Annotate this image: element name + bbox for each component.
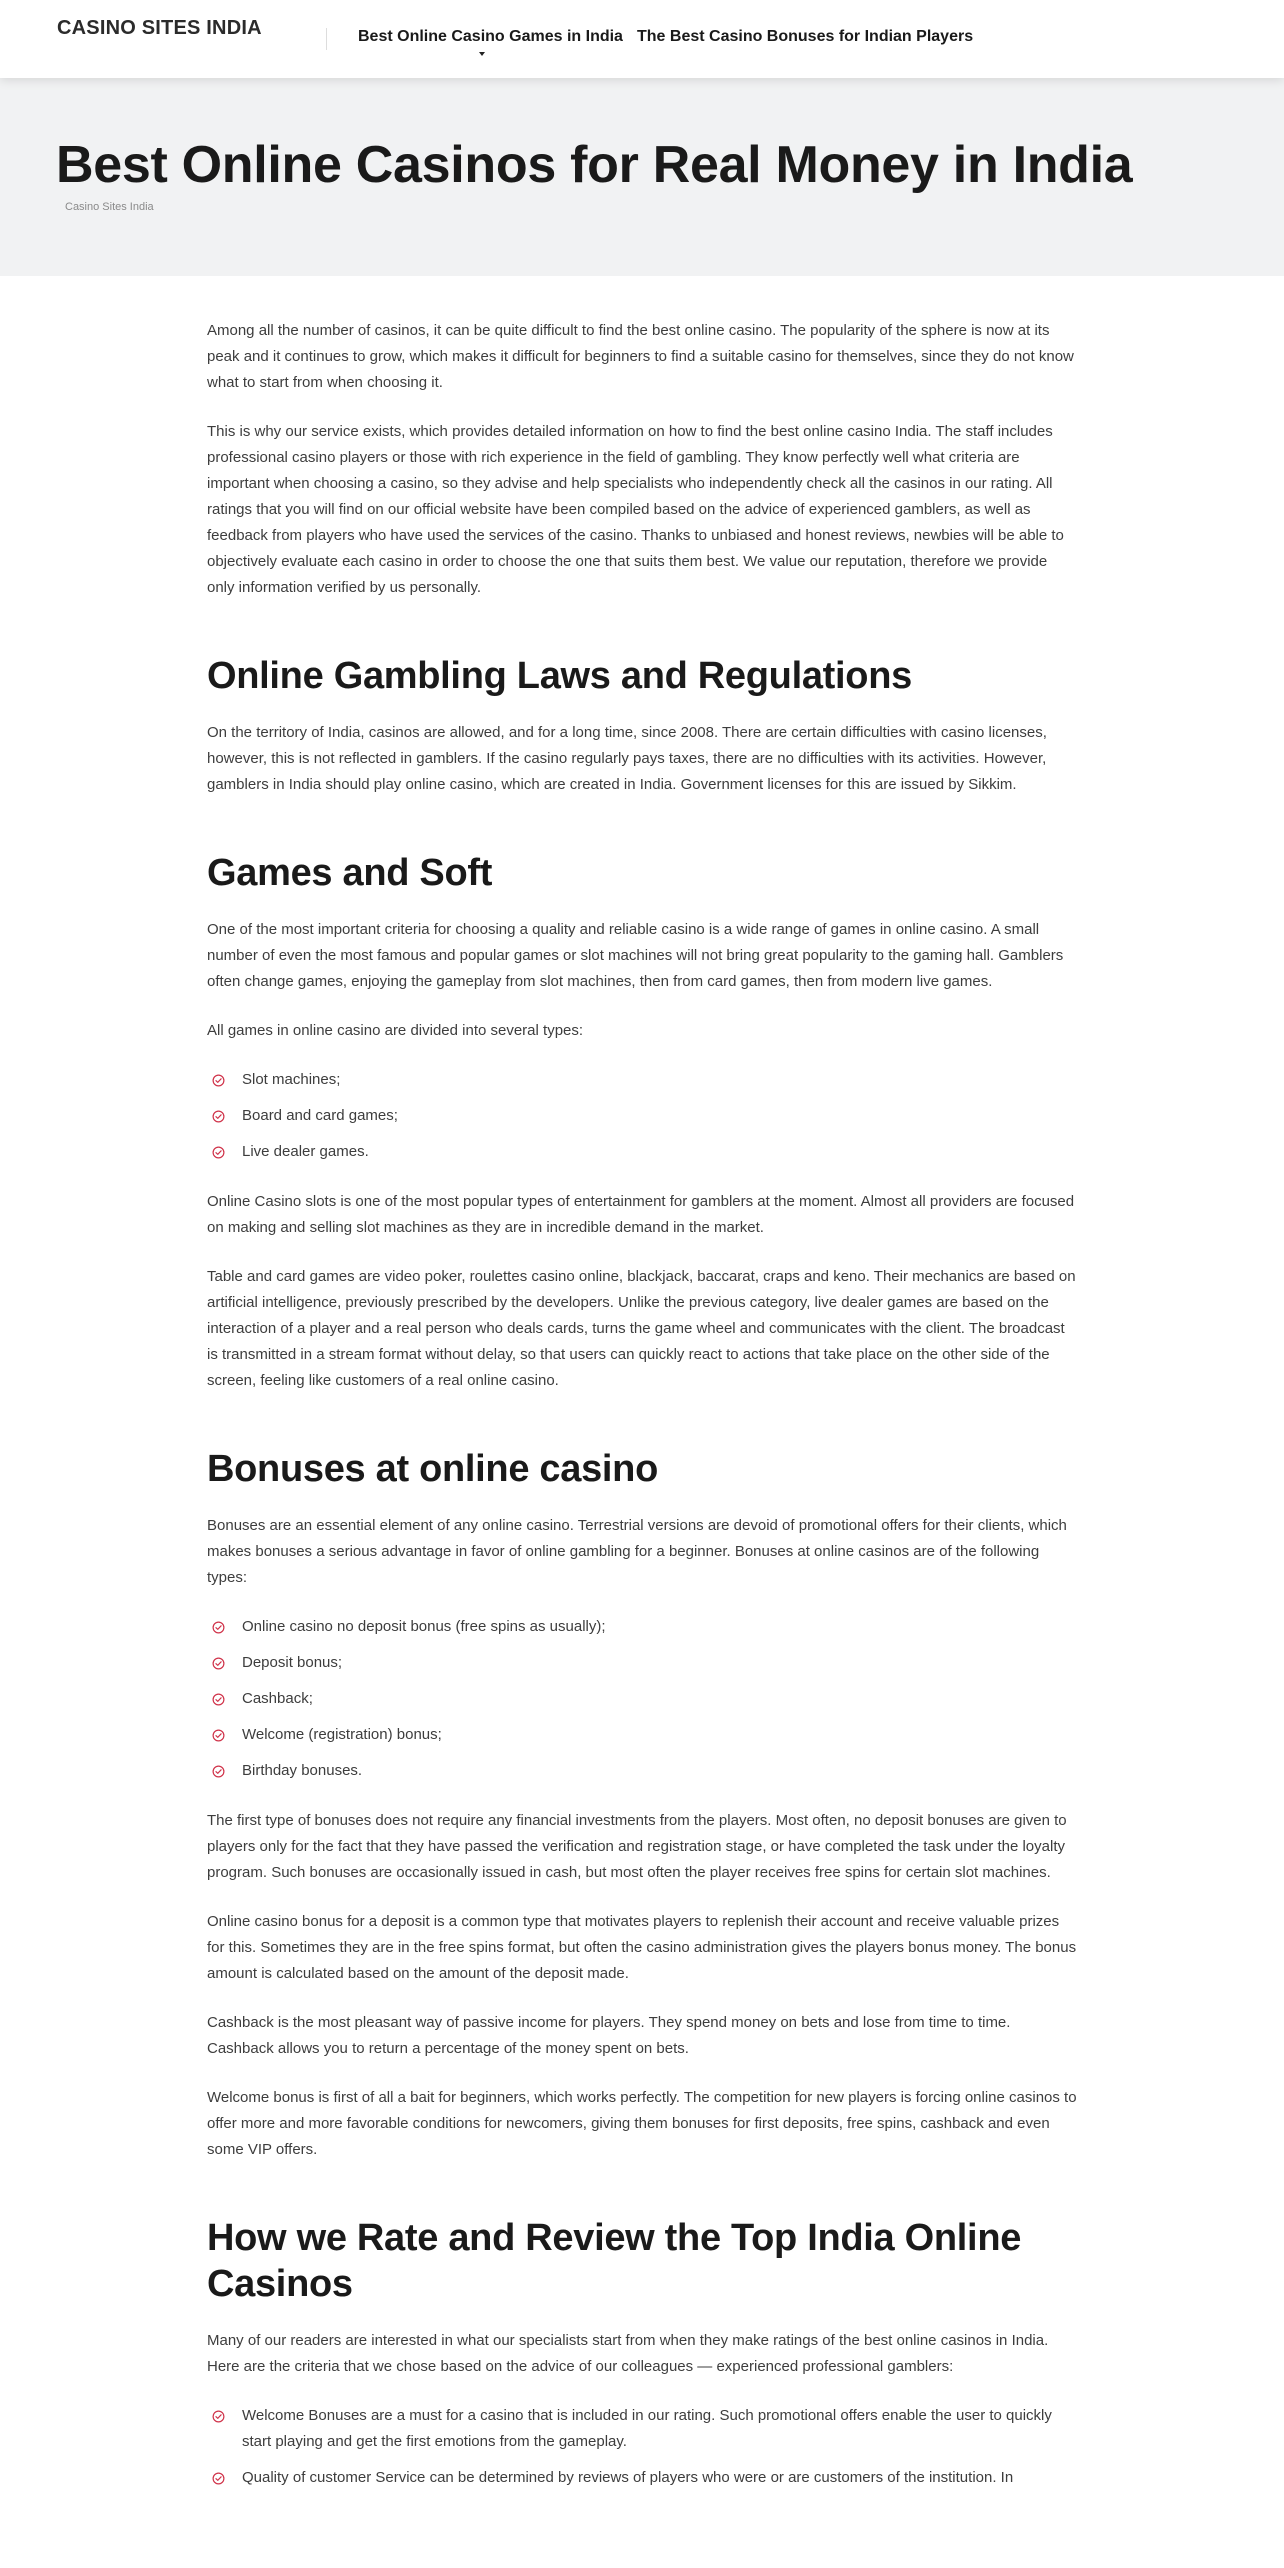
- check-circle-icon: [212, 1729, 225, 1742]
- games-paragraph: One of the most important criteria for choosing a quality and reliable casino is a wide range of games in online casino. A small number of even the most famous and popular games or slot machines will not bring great popularity to the gaming hall. Gamblers often change games, enjoying the gameplay from slot machines, then from card games, then from modern live games.: [207, 921, 1064, 990]
- bonus-types-list: [207, 1614, 1077, 1784]
- list-item-text: Welcome Bonuses are a must for a casino that is included in our rating. Such promotional offers enable the user to quickly start playing and get the first emotions from the gameplay.: [242, 2407, 1052, 2450]
- page-title: Best Online Casinos for Real Money in India: [56, 136, 1133, 194]
- nav-item-best-casino-games[interactable]: Best Online Casino Games in India: [358, 28, 623, 45]
- list-item-text: Welcome (registration) bonus;: [242, 1726, 442, 1743]
- list-item: [207, 1722, 1077, 1748]
- list-item: [207, 1139, 1077, 1165]
- check-circle-icon: [212, 1621, 225, 1634]
- bonuses-paragraph: Cashback is the most pleasant way of passive income for players. They spend money on bets and lose from time to time. Cashback allows you to return a percentage of the money spent on bets.: [207, 2014, 1011, 2057]
- bonuses-paragraph: The first type of bonuses does not require any financial investments from the players. Most often, no deposit bonuses are given to players only for the fact that they have passed the verification and registration stage, or have completed the task under the loyalty program. Such bonuses are occasionally issued in cash, but most often the player receives free spins for certain slot machines.: [207, 1812, 1067, 1881]
- list-item: [207, 2465, 1077, 2491]
- laws-paragraph: On the territory of India, casinos are allowed, and for a long time, since 2008. There are certain difficulties with casino licenses, however, this is not reflected in gamblers. If the casino regularly pays taxes, there are no difficulties with its activities. However, gamblers in India should play online casino, which are created in India. Government licenses for this are issued by Sikkim.: [207, 724, 1047, 793]
- games-types-list: [207, 1067, 1077, 1165]
- list-item-text: Online casino no deposit bonus (free spins as usually);: [242, 1618, 606, 1635]
- check-circle-icon: [212, 1110, 225, 1123]
- list-item-text: Slot machines;: [242, 1071, 341, 1088]
- intro-paragraph: Among all the number of casinos, it can be quite difficult to find the best online casino. The popularity of the sphere is now at its peak and it continues to grow, which makes it difficult for beginners to find a suitable casino for themselves, since they do not know what to start from when choosing it.: [207, 322, 1074, 391]
- bonuses-paragraph: Online casino bonus for a deposit is a common type that motivates players to replenish their account and receive valuable prizes for this. Sometimes they are in the free spins format, but often the casino administration gives the players bonus money. The bonus amount is calculated based on the amount of the deposit made.: [207, 1913, 1077, 1982]
- page-hero: [0, 78, 1284, 276]
- games-paragraph: Table and card games are video poker, roulettes casino online, blackjack, baccarat, craps and keno. Their mechanics are based on artificial intelligence, previously prescribed by the developers. Unlike the previous category, live dealer games are based on the interaction of a player and a real person who deals cards, turns the game wheel and communicates with the client. The broadcast is transmitted in a stream format without delay, so that users can quickly react to actions that take place on the other side of the screen, feeling like customers of a real online casino.: [207, 1268, 1076, 1389]
- list-item: [207, 1614, 1077, 1640]
- games-paragraph: All games in online casino are divided into several types:: [207, 1022, 584, 1039]
- list-item-text: Quality of customer Service can be determined by reviews of players who were or are customers of the institution. In: [242, 2469, 1014, 2486]
- check-circle-icon: [212, 1074, 225, 1087]
- nav-divider: [326, 28, 327, 50]
- list-item-text: Live dealer games.: [242, 1143, 369, 1160]
- site-title-link[interactable]: CASINO SITES INDIA: [57, 17, 262, 39]
- check-circle-icon: [212, 2410, 225, 2423]
- section-heading-laws: Online Gambling Laws and Regulations: [207, 655, 912, 697]
- list-item: [207, 1103, 1077, 1129]
- section-heading-rating: How we Rate and Review the Top India Online Casinos: [207, 2217, 1022, 2305]
- bonuses-paragraph: Bonuses are an essential element of any online casino. Terrestrial versions are devoid of promotional offers for their clients, which makes bonuses a serious advantage in favor of online gambling for a beginner. Bonuses at online casinos are of the following types:: [207, 1517, 1067, 1586]
- list-item-text: Birthday bonuses.: [242, 1762, 363, 1779]
- chevron-down-icon[interactable]: [479, 52, 485, 56]
- site-header: [0, 0, 1284, 78]
- list-item: [207, 2403, 1077, 2455]
- list-item-text: Deposit bonus;: [242, 1654, 343, 1671]
- check-circle-icon: [212, 1693, 225, 1706]
- list-item-text: Cashback;: [242, 1690, 313, 1707]
- list-item-text: Board and card games;: [242, 1107, 398, 1124]
- check-circle-icon: [212, 1765, 225, 1778]
- check-circle-icon: [212, 1657, 225, 1670]
- list-item: [207, 1067, 1077, 1093]
- list-item: [207, 1686, 1077, 1712]
- intro-paragraph: This is why our service exists, which provides detailed information on how to find the best online casino India. The staff includes professional casino players or those with rich experience in the field of gambling. They know perfectly well what criteria are important when choosing a casino, so they advise and help specialists who independently check all the casinos in our rating. All ratings that you will find on our official website have been compiled based on the advice of experienced gamblers, as well as feedback from players who have used the services of the casino. Thanks to unbiased and honest reviews, newbies will be able to objectively evaluate each casino in order to choose the one that suits them best. We value our reputation, therefore we provide only information verified by us personally.: [207, 423, 1064, 596]
- article-content: [207, 318, 1077, 2515]
- rating-paragraph: Many of our readers are interested in what our specialists start from when they make ratings of the best online casinos in India. Here are the criteria that we chose based on the advice of our colleagues — experienced professional gamblers:: [207, 2332, 1049, 2375]
- list-item: [207, 1758, 1077, 1784]
- section-heading-bonuses: Bonuses at online casino: [207, 1448, 659, 1490]
- list-item: [207, 1650, 1077, 1676]
- bonuses-paragraph: Welcome bonus is first of all a bait for beginners, which works perfectly. The competition for new players is forcing online casinos to offer more and more favorable conditions for newcomers, giving them bonuses for first deposits, free spins, cashback and even some VIP offers.: [207, 2089, 1077, 2158]
- check-circle-icon: [212, 2472, 225, 2485]
- games-paragraph: Online Casino slots is one of the most popular types of entertainment for gamblers at the moment. Almost all providers are focused on making and selling slot machines as they are in incredible demand in the market.: [207, 1193, 1075, 1236]
- rating-criteria-list: [207, 2403, 1077, 2491]
- nav-item-best-casino-bonuses[interactable]: The Best Casino Bonuses for Indian Players: [637, 28, 974, 45]
- breadcrumb[interactable]: Casino Sites India: [65, 201, 154, 213]
- section-heading-games: Games and Soft: [207, 852, 493, 894]
- check-circle-icon: [212, 1146, 225, 1159]
